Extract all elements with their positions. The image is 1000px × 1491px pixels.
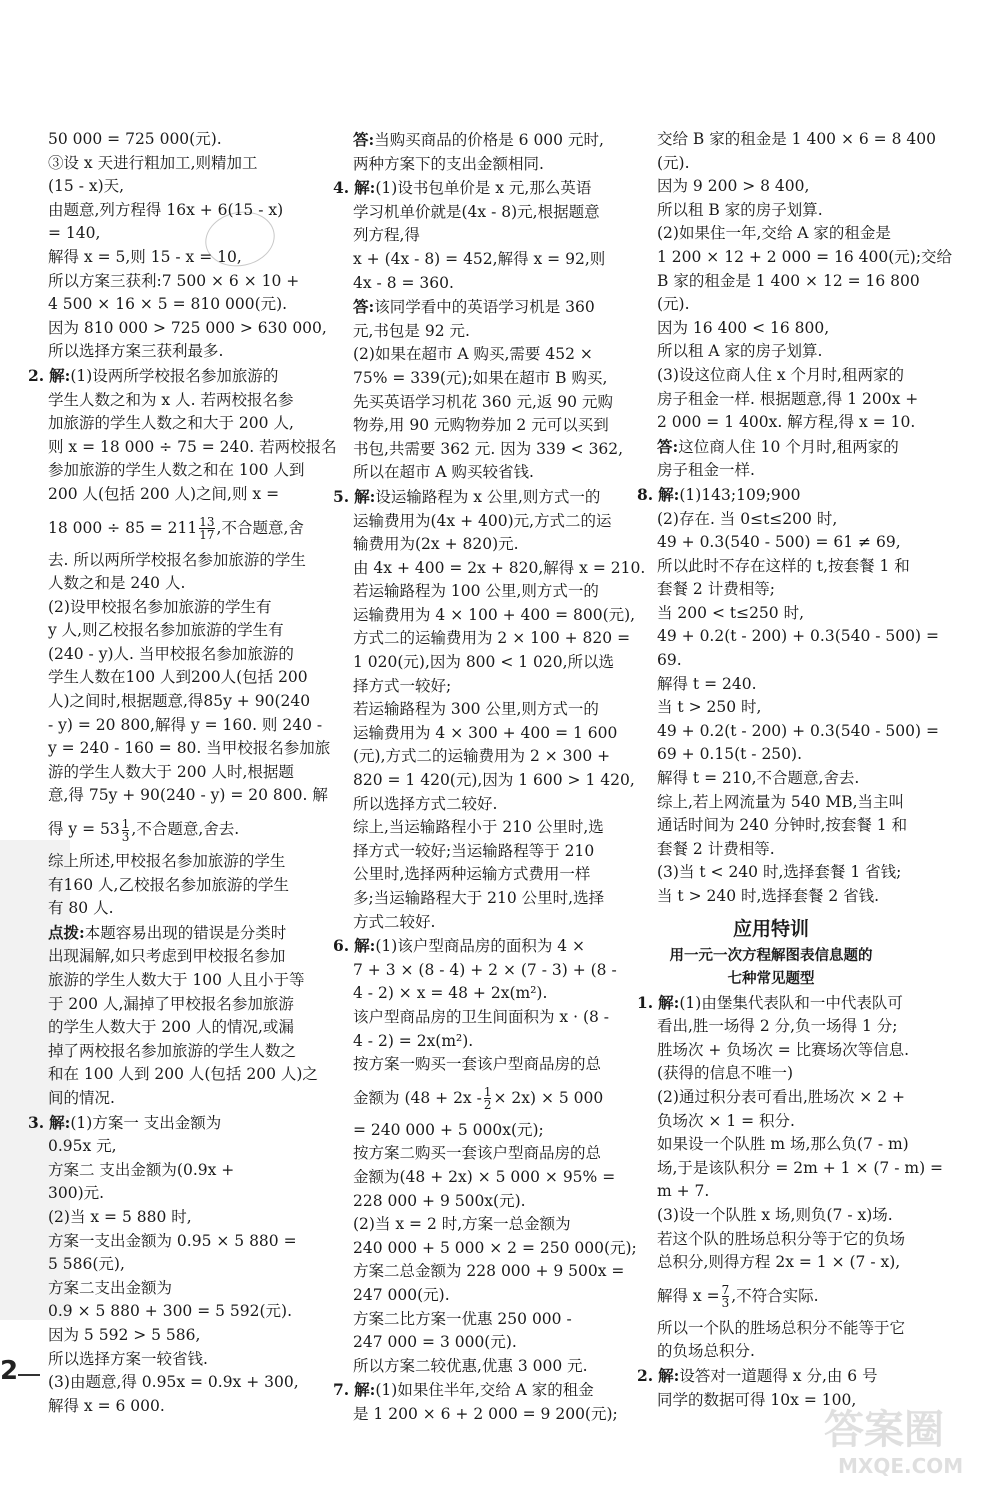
text-line: 有 80 人. <box>48 899 114 918</box>
text-line: 运输费用为 4 × 100 + 400 = 800(元), <box>353 605 636 624</box>
problem-4 <box>333 176 623 201</box>
text-line: 先买英语学习机花 360 元,返 90 元购 <box>353 392 613 411</box>
text-line: 的负场总积分. <box>657 1342 755 1361</box>
text-line: (2)当 x = 5 880 时, <box>48 1207 192 1226</box>
problem-3 <box>28 1111 296 1136</box>
text-line: 按方案一购买一套该户型商品房的总 <box>353 1055 602 1074</box>
text-line: 方案二比方案一优惠 250 000 - <box>353 1309 572 1328</box>
text-line: = 140, <box>48 224 101 243</box>
text-line: ③设 x 天进行粗加工,则精加工 <box>48 153 258 172</box>
fraction-denominator: 3 <box>721 1296 730 1311</box>
text-line: 所以在超市 A 购买较省钱. <box>353 463 534 482</box>
conclusion-label: 答: <box>657 436 679 456</box>
answer-line <box>333 295 623 320</box>
text-line: 的学生人数大于 200 人的情况,或漏 <box>48 1018 294 1037</box>
text-line: 有160 人,乙校报名参加旅游的学生 <box>48 875 289 894</box>
text-line: (1)设两所学校报名参加旅游的 <box>70 366 279 385</box>
problem-number: 3. <box>28 1112 45 1132</box>
text-line-fraction <box>637 1279 905 1313</box>
section-title: 应用特训 <box>732 917 809 940</box>
text-line: 由题意,列方程得 16x + 6(15 - x) <box>48 200 284 219</box>
answer-label: 解: <box>354 1380 376 1400</box>
text-line: 因为 16 400 < 16 800, <box>657 318 830 337</box>
text-line: 人数之和是 240 人. <box>48 574 186 593</box>
text-line: 75% = 339(元);如果在超市 B 购买, <box>353 368 608 387</box>
text-line: 4 500 × 16 × 5 = 810 000(元). <box>48 295 288 314</box>
text-line: 4x - 8 = 360. <box>353 273 454 292</box>
text-line: 方式二的运输费用为 2 × 100 + 820 = <box>353 629 631 648</box>
text-line: 择方式一较好; <box>353 676 452 695</box>
text-line: 当 200 < t≤250 时, <box>657 603 805 622</box>
text-line: (2)如果住一年,交给 A 家的租金是 <box>657 224 891 243</box>
text-line: 看出,胜一场得 2 分,负一场得 1 分; <box>657 1017 898 1036</box>
text-line: 设答对一道题得 x 分,由 6 号 <box>679 1366 878 1385</box>
problem-number: 5. <box>333 486 350 506</box>
fraction <box>199 516 214 541</box>
text-line: 方案二 支出金额为(0.9x + <box>48 1160 235 1179</box>
text-part: 18 000 ÷ 85 = 211 <box>48 518 198 537</box>
text-line-fraction <box>28 812 296 846</box>
tip-label: 点拨: <box>48 922 85 942</box>
text-line: (2)如果在超市 A 购买,需要 452 × <box>353 345 593 364</box>
text-part: (48 + 2x - <box>404 1088 482 1107</box>
problem-number: 4. <box>333 178 350 198</box>
text-line: 240 000 + 5 000 × 2 = 250 000(元); <box>353 1238 637 1257</box>
problem-5 <box>333 485 623 510</box>
text-line: 游的学生人数大于 200 人时,根据题 <box>48 762 294 781</box>
text-line: - y) = 20 800,解得 y = 160. 则 240 - <box>48 715 323 734</box>
text-line: 解得 t = 240. <box>657 674 757 693</box>
text-line: 负场次 × 1 = 积分. <box>657 1111 795 1130</box>
text-line: (元),方式二的运输费用为 2 × 300 + <box>353 747 611 766</box>
column-1 <box>28 128 337 1418</box>
text-line: 人)之间时,根据题意,得85y + 90(240 <box>48 692 311 711</box>
text-line: 综上所述,甲校报名参加旅游的学生 <box>48 852 286 871</box>
text-line: 49 + 0.2(t - 200) + 0.3(540 - 500) = <box>657 721 939 740</box>
problem-2 <box>28 364 296 389</box>
text-line: 通话时间为 240 分钟时,按套餐 1 和 <box>657 816 908 835</box>
text-line: 按方案二购买一套该户型商品房的总 <box>353 1144 602 1163</box>
text-line: 同学的数据可得 10x = 100, <box>657 1390 857 1409</box>
text-line: 69 + 0.15(t - 250). <box>657 745 803 764</box>
text-part: × 2x) × 5 000 <box>493 1088 604 1107</box>
text-line: 0.95x 元, <box>48 1137 117 1156</box>
text-line: 元,书包是 92 元. <box>353 321 470 340</box>
watermark-logo <box>816 1395 992 1481</box>
text-line: 加旅游的学生人数之和大于 200 人, <box>48 414 294 433</box>
fraction-numerator: 1 <box>483 1085 492 1100</box>
text-line: m + 7. <box>657 1182 710 1201</box>
fraction <box>722 1284 730 1309</box>
text-line: 则 x = 18 000 ÷ 75 = 240. 若两校报名 <box>48 437 337 456</box>
text-line: 于 200 人,漏掉了甲校报名参加旅游 <box>48 994 294 1013</box>
problem-2b <box>637 1364 905 1389</box>
text-line: 如果设一个队胜 m 场,那么负(7 - m) <box>657 1135 909 1154</box>
text-line: 若运输路程为 300 公里,则方式一的 <box>353 700 599 719</box>
text-line: 方案二支出金额为 <box>48 1278 173 1297</box>
problem-number: 1. <box>637 992 654 1012</box>
text-line: (获得的信息不唯一) <box>657 1064 794 1083</box>
fraction-denominator: 2 <box>483 1098 492 1113</box>
answer-label: 解: <box>354 178 376 198</box>
page-number-rule <box>18 1374 40 1376</box>
text-line: 1 020(元),因为 800 < 1 020,所以选 <box>353 653 615 672</box>
text-line: 学生人数在100 人到200人(包括 200 <box>48 668 308 687</box>
column-3 <box>637 128 953 1412</box>
text-part: 本题容易出现的错误是分类时 <box>84 923 287 942</box>
text-line: 和在 100 人到 200 人(包括 200 人)之 <box>48 1065 318 1084</box>
answer-line <box>637 435 905 460</box>
text-part: 得 y = 53 <box>48 820 120 839</box>
text-line: (元). <box>657 153 690 172</box>
conclusion-label: 答: <box>353 130 375 149</box>
text-line: 总积分,则得方程 2x = 1 × (7 - x), <box>657 1253 901 1272</box>
text-line: 去. 所以两所学校报名参加旅游的学生 <box>48 550 306 569</box>
answer-label: 解: <box>354 486 376 506</box>
text-line: 4 - 2) × x = 48 + 2x(m²). <box>353 984 548 1003</box>
text-part: ,不合题意,舍去. <box>131 820 240 839</box>
text-line: (2)当 x = 2 时,方案一总金额为 <box>353 1215 571 1234</box>
section-subtitle: 用一元一次方程解图表信息题的 <box>669 947 873 964</box>
text-line: 设运输路程为 x 公里,则方式一的 <box>375 487 601 506</box>
text-line: 所以此时不存在这样的 t,按套餐 1 和 <box>657 556 910 575</box>
text-line: 解得 x = 5,则 15 - x = 10, <box>48 247 242 266</box>
fraction <box>484 1086 492 1111</box>
text-line: 820 = 1 420(元),因为 1 600 > 1 420, <box>353 771 635 790</box>
text-line: 所以选择方式二较好. <box>353 794 498 813</box>
text-line: 247 000(元). <box>353 1285 450 1304</box>
text-line: y 人,则乙校报名参加旅游的学生有 <box>48 621 284 640</box>
text-line: 若这个队的胜场总积分等于它的负场 <box>657 1229 906 1248</box>
text-line: x + (4x - 8) = 452,解得 x = 92,则 <box>353 249 606 268</box>
text-line: 0.9 × 5 880 + 300 = 5 592(元). <box>48 1302 293 1321</box>
text-part: 金额为 <box>353 1088 400 1107</box>
text-line: 当 t > 240 时,选择套餐 2 省钱. <box>657 887 880 905</box>
text-line: 金额为(48 + 2x) × 5 000 × 95% = <box>353 1167 616 1186</box>
text-line: (3)设一个队胜 x 场,则负(7 - x)场. <box>657 1205 893 1224</box>
conclusion-label: 答: <box>353 297 375 317</box>
text-line: 参加旅游的学生人数之和在 100 人到 <box>48 461 305 480</box>
text-line: 综上,若上网流量为 540 MB,当主叫 <box>657 792 905 811</box>
problem-number: 7. <box>333 1380 350 1400</box>
text-line: 解得 t = 210,不合题意,舍去. <box>657 769 860 788</box>
text-part: 该同学看中的英语学习机是 360 <box>374 298 595 317</box>
text-line: 所以方案三获利:7 500 × 6 × 10 + <box>48 271 300 290</box>
text-line: 输费用为(2x + 820)元. <box>353 535 519 554</box>
text-line: 若运输路程为 100 公里,则方式一的 <box>353 582 599 601</box>
text-line: 由 4x + 400 = 2x + 820,解得 x = 210. <box>353 558 646 577</box>
text-line-fraction <box>333 1081 623 1115</box>
text-line: 掉了两校报名参加旅游的学生人数之 <box>48 1041 297 1060</box>
answer-label: 解: <box>49 365 71 385</box>
text-line: 综上,当运输路程小于 210 公里时,选 <box>353 818 604 837</box>
fraction <box>122 818 130 843</box>
text-line: 1 200 × 12 + 2 000 = 16 400(元);交给 <box>657 247 953 266</box>
text-line: 交给 B 家的租金是 1 400 × 6 = 8 400 <box>657 130 936 148</box>
text-line: 房子租金一样. 根据题意,得 1 200x + <box>657 389 919 408</box>
text-line: 247 000 = 3 000(元). <box>353 1333 517 1352</box>
text-line: B 家的租金是 1 400 × 12 = 16 800 <box>657 271 920 290</box>
text-line: 50 000 = 725 000(元). <box>48 130 222 148</box>
text-line: 学生人数之和为 x 人. 若两校报名参 <box>48 390 294 409</box>
text-line: (元). <box>657 295 690 314</box>
fraction-numerator: 7 <box>721 1283 730 1298</box>
text-line: 69. <box>657 651 682 670</box>
problem-number: 2. <box>637 1365 654 1385</box>
problem-number: 6. <box>333 936 350 956</box>
text-line: (1)该户型商品房的面积为 4 × <box>375 937 586 956</box>
text-line: 2 000 = 1 400x. 解方程,得 x = 10. <box>657 413 916 432</box>
text-line: 书包,共需要 362 元. 因为 339 < 362, <box>353 439 624 458</box>
text-line-fraction <box>28 511 304 545</box>
fraction-denominator: 3 <box>121 829 130 844</box>
text-part: 解得 x = <box>657 1286 720 1305</box>
text-part: 当购买商品的价格是 6 000 元时, <box>374 131 604 149</box>
text-line: (1)设书包单价是 x 元,那么英语 <box>375 179 592 198</box>
problem-6 <box>333 934 623 959</box>
text-line: 多;当运输路程大于 210 公里时,选择 <box>353 889 605 907</box>
text-line: 当 t > 250 时, <box>657 698 762 717</box>
text-line: 因为 9 200 > 8 400, <box>657 177 810 196</box>
answer-label: 解: <box>658 1365 680 1385</box>
text-part: 这位商人住 10 个月时,租两家的 <box>678 437 899 456</box>
text-line: 所以选择方案一较省钱. <box>48 1349 208 1368</box>
text-line: 所以租 A 家的房子划算. <box>657 342 823 361</box>
text-line: 公里时,选择两种运输方式费用一样 <box>353 865 591 884</box>
text-line: 该户型商品房的卫生间面积为 x · (8 - <box>353 1007 610 1026</box>
text-part: ,不合题意,舍 <box>216 518 304 537</box>
answer-label: 解: <box>49 1112 71 1132</box>
text-line: 49 + 0.3(540 - 500) = 61 ≠ 69, <box>657 533 901 552</box>
text-line: (3)当 t < 240 时,选择套餐 1 省钱; <box>657 863 902 882</box>
text-line: 因为 5 592 > 5 586, <box>48 1325 201 1344</box>
answer-label: 解: <box>658 992 680 1012</box>
text-line: 择方式一较好;当运输路程等于 210 <box>353 841 595 860</box>
text-line: 所以一个队的胜场总积分不能等于它 <box>657 1318 906 1337</box>
text-line: 场,于是该队积分 = 2m + 1 × (7 - m) = <box>657 1158 944 1177</box>
problem-7 <box>333 1378 623 1403</box>
text-line: 300)元. <box>48 1184 105 1203</box>
text-line: 方案一支出金额为 0.95 × 5 880 = <box>48 1231 297 1250</box>
text-line: 运输费用为 4 × 300 + 400 = 1 600 <box>353 723 618 742</box>
text-line: 4 - 2) = 2x(m²). <box>353 1031 474 1050</box>
column-2 <box>333 128 646 1426</box>
text-line: (3)由题意,得 0.95x = 0.9x + 300, <box>48 1373 299 1392</box>
answer-label: 解: <box>658 484 680 504</box>
text-line: (2)通过积分表可看出,胜场次 × 2 + <box>657 1087 906 1106</box>
watermark-text: 答案圈 <box>824 1407 944 1453</box>
answer-label: 解: <box>354 936 376 956</box>
text-line: (2)设甲校报名参加旅游的学生有 <box>48 597 272 616</box>
problem-number: 8. <box>637 484 654 504</box>
text-line: 意,得 75y + 90(240 - y) = 20 800. 解 <box>48 786 328 805</box>
watermark-url: MXQE.COM <box>838 1454 964 1478</box>
text-line: 是 1 200 × 6 + 2 000 = 9 200(元); <box>353 1404 618 1423</box>
text-line: 7 + 3 × (8 - 4) + 2 × (7 - 3) + (8 - <box>353 960 617 979</box>
text-line: 旅游的学生人数大于 100 人且小于等 <box>48 971 305 989</box>
text-line: 5 586(元), <box>48 1255 125 1274</box>
text-line: 房子租金一样. <box>657 461 755 480</box>
page-number: 2 <box>0 1356 19 1386</box>
text-line: 所以租 B 家的房子划算. <box>657 200 823 219</box>
text-line: 出现漏解,如只考虑到甲校报名参加 <box>48 947 286 966</box>
text-line: 49 + 0.2(t - 200) + 0.3(540 - 500) = <box>657 627 939 646</box>
text-line: (1)143;109;900 <box>679 485 801 504</box>
text-line: (1)方案一 支出金额为 <box>70 1113 222 1132</box>
text-part: ,不符合实际. <box>731 1286 819 1305</box>
text-line: 物券,用 90 元购物券加 2 元可以买到 <box>353 416 609 435</box>
text-line: y = 240 - 160 = 80. 当甲校报名参加旅 <box>48 739 331 758</box>
text-line: 间的情况. <box>48 1088 115 1107</box>
text-line: 运输费用为(4x + 400)元,方式二的运 <box>353 511 612 530</box>
text-line: 胜场次 + 负场次 = 比赛场次等信息. <box>657 1040 910 1059</box>
text-line: (1)如果住半年,交给 A 家的租金 <box>375 1381 594 1400</box>
text-line: 方式二较好. <box>353 912 436 931</box>
text-line: 解得 x = 6 000. <box>48 1396 165 1415</box>
fraction-denominator: 17 <box>199 528 215 542</box>
text-line: (2)存在. 当 0≤t≤200 时, <box>657 509 838 528</box>
problem-number: 2. <box>28 365 45 385</box>
problem-1 <box>637 991 905 1016</box>
text-line: 所以选择方案三获利最多. <box>48 342 224 361</box>
text-line: (3)设这位商人住 x 个月时,租两家的 <box>657 365 904 384</box>
text-line: 200 人(包括 200 人)之间,则 x = <box>48 484 280 503</box>
text-line: 所以方案二较优惠,优惠 3 000 元. <box>353 1356 588 1375</box>
tip-line <box>28 921 296 946</box>
answer-line <box>333 128 623 153</box>
text-line: 列方程,得 <box>353 226 420 245</box>
text-line: 228 000 + 9 500x(元). <box>353 1191 526 1210</box>
fraction-numerator: 13 <box>199 515 215 529</box>
problem-8 <box>637 483 905 508</box>
text-line: 方案二总金额为 228 000 + 9 500x = <box>353 1262 625 1281</box>
text-line: (15 - x)天, <box>48 177 125 196</box>
text-line: (240 - y)人. 当甲校报名参加旅游的 <box>48 644 294 663</box>
text-line: 两种方案下的支出金额相同. <box>353 154 544 173</box>
fraction-numerator: 1 <box>121 816 130 831</box>
text-line: = 240 000 + 5 000x(元); <box>353 1120 544 1139</box>
text-line: 因为 810 000 > 725 000 > 630 000, <box>48 318 327 337</box>
section-subtitle: 七种常见题型 <box>727 970 815 987</box>
text-line: 套餐 2 计费相等. <box>657 839 775 858</box>
text-line: 套餐 2 计费相等; <box>657 580 775 599</box>
text-line: (1)由堡集代表队和一中代表队可 <box>679 993 903 1012</box>
text-line: 学习机单价就是(4x - 8)元,根据题意 <box>353 202 600 221</box>
